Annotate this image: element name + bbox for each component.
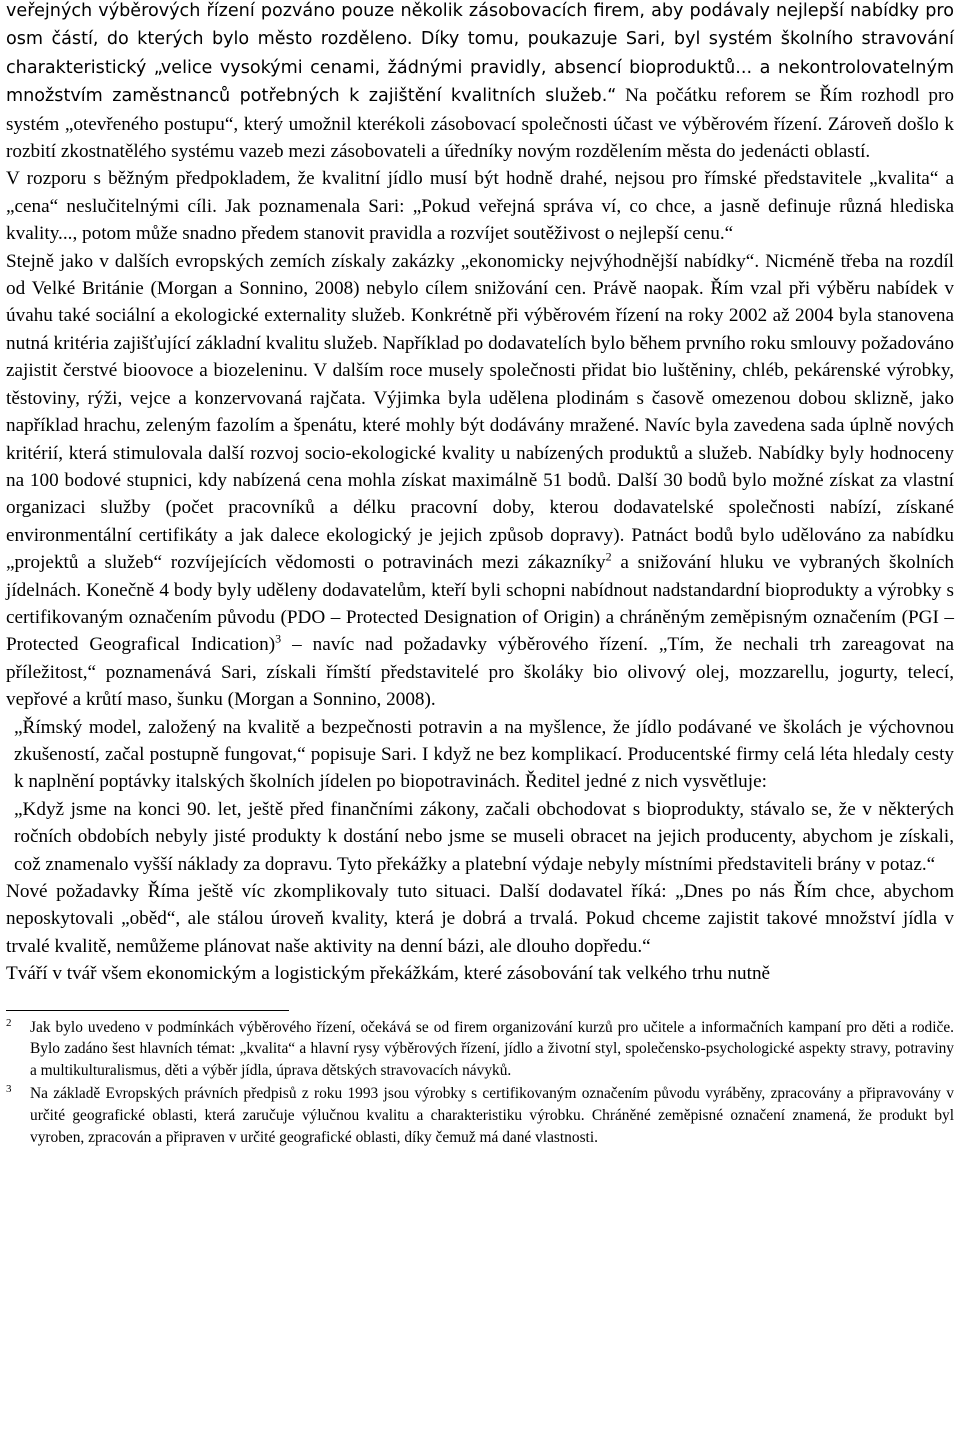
paragraph-closing-text: Tváří v tvář všem ekonomickým a logistickým překážkám, které zásobování tak velkého trhu nutně xyxy=(6,963,771,985)
footnote-divider xyxy=(6,1010,289,1011)
paragraph-new-requirements xyxy=(6,878,954,960)
document-page xyxy=(6,0,954,1150)
footnote-3-number: 3 xyxy=(6,1083,12,1096)
paragraph-criteria-text-b: a snižování hluku ve vybraných školních jídelnách. Konečně 4 body byly uděleny dodavatelům, kteří byli schopni nabídnout nadstandardní bioprodukty a výrobky s certifikovaným označením původu (PDO – Protected Designation of Origin) a chráněným zeměpisným označením (PGI – Protected Geografical Indication) xyxy=(6,552,955,656)
paragraph-director-quote-text: „Když jsme na konci 90. let, ještě před finančními zákony, začali obchodovat s bioprodukty, stávalo se, že v některých ročních obdobích nebyly jisté produkty k dostání nebo jsme se museli obracet na jejich producenty, abychom je získali, což znamenalo vyšší náklady za dopravu. Tyto překážky a platební výdaje nebyly místními představiteli brány v potaz.“ xyxy=(14,798,954,875)
paragraph-roman-model-text: „Římský model, založený na kvalitě a bezpečnosti potravin a na myšlence, že jídlo podávané ve školách je výchovnou zkušeností, začal postupně fungovat,“ popisuje Sari. I když ne bez komplikací. Producentské firmy celá léta hledaly cesty k naplnění poptávky italských školních jídelen po biopotravinách. Ředitel jedné z nich vysvětluje: xyxy=(14,716,954,793)
footnote-3-text: Na základě Evropských právních předpisů z roku 1993 jsou výrobky s certifikovaným označením původu vyráběny, zpracovány a připravovány v určité geografické oblasti, která zaručuje výlučnou kvalitu a charakteristiku výrobku. Chráněné zeměpisné označení znamená, že produkt byl vyroben, zpracován a připraven v určité geografické oblasti, díky čemuž má dané vlastnosti. xyxy=(30,1085,954,1146)
paragraph-roman-model xyxy=(6,714,954,796)
paragraph-criteria xyxy=(6,248,954,714)
footnote-3 xyxy=(6,1083,954,1148)
paragraph-criteria-text-a: Stejně jako v dalších evropských zemích získaly zakázky „ekonomicky nejvýhodnější nabídky“. Nicméně třeba na rozdíl od Velké Británie (Morgan a Sonnino, 2008) nebylo cílem snižování cen. Právě naopak. Řím vzal při výběru nabídek v úvahu také sociální a ekologické externality služeb. Konkrétně při výběrovém řízení na roky 2002 až 2004 byla stanovena nutná kritéria zajišťující základní kvalitu služeb. Například po dodavatelích bylo během prvního roku smlouvy požadováno zajistit čerstvé bioovoce a biozeleninu. V dalším roce musely společnosti přidat bio luštěniny, chléb, pekárenské výrobky, těstoviny, rýži, vejce a konzervovaná rajčata. Výjimka byla udělena plodinám s časově omezenou dobou sklizně, jako například hrachu, zeleným fazolím a špenátu, které mohly být dodávány mražené. Navíc byla zavedena sada úplně nových kritérií, která stimulovala další rozvoj socio-ekologické kvality u nabízených produktů a služeb. Nabídky byly hodnoceny na 100 bodové stupnici, kdy nabízená cena mohla získat maximálně 51 bodů. Další 30 bodů bylo možné získat za vlastní organizaci služby (počet pracovníků a délku pracovní doby, kterou dodavatelské společnosti nabízí, získané environmentální certifikáty a jak dalece ekologický je jejich způsob dopravy). Patnáct bodů bylo udělováno za nabídku „projektů a služeb“ rozvíjejících vědomosti o potravinách mezi zákazníky xyxy=(6,250,954,574)
paragraph-director-quote xyxy=(6,796,954,878)
paragraph-quality-price-text-a: V rozporu s běžným předpokladem, že kvalitní jídlo musí být hodně drahé, nejsou pro římské představitele „kvalita“ a „cena“ neslučitelnými cíli. Jak poznamenala Sari: „Pokud veřejná správa ví, co chce, a jasně definuje různá hlediska kvality xyxy=(6,168,954,245)
footnote-2 xyxy=(6,1017,954,1082)
paragraph-new-requirements-text: Nové požadavky Říma ještě víc zkomplikovaly tuto situaci. Další dodavatel říká: „Dnes po nás Řím chce, abychom neposkytovali „oběd“, ale stálou úroveň kvality, která je dobrá a trvalá. Pokud chceme zajistit takové množství jídla v trvalé kvalitě, nemůžeme plánovat naše aktivity na denní bázi, ale dlouho dopředu.“ xyxy=(6,881,954,957)
paragraph-quality-price xyxy=(6,165,954,247)
footnote-2-text: Jak bylo uvedeno v podmínkách výběrového řízení, očekává se od firem organizování kurzů pro učitele a informačních kampaní pro děti a rodiče. Bylo zadáno šest hlavních témat: „kvalita“ a hlavní rysy výběrových řízení, jídlo a životní styl, společensko-psychologické aspekty stravy, potraviny a multikulturalismus, děti a výběr jídla, úprava dětských stravovacích návyků. xyxy=(30,1018,954,1079)
paragraph-tendering xyxy=(6,0,954,165)
footnote-2-number: 2 xyxy=(6,1016,12,1029)
paragraph-quality-price-text-b: ..., potom může snadno předem stanovit pravidla a rozvíjet soutěživost o nejlepší cenu.“ xyxy=(58,223,734,245)
paragraph-criteria-text-c: – navíc nad požadavky výběrového řízení. „Tím, že nechali trh zareagovat na příležitost,“ poznamenává Sari, získali římští představitelé pro školáky bio olivový olej, mozzarellu, jogurty, telecí, vepřové a krůtí maso, šunku (Morgan a Sonnino, 2008). xyxy=(6,634,954,711)
paragraph-tendering-text-b: Na počátku reforem se Řím rozhodl pro systém „otevřeného postupu“, který umožnil kterékoli zásobovací společnosti účast ve výběrovém řízení. Zároveň došlo k rozbití zkostnatělého systému vazeb mezi zásobovateli a úředníky novým rozdělením města do jedenácti oblastí. xyxy=(6,85,954,163)
paragraph-closing xyxy=(6,960,954,987)
footnote-ref-3: 3 xyxy=(275,631,282,646)
footnote-ref-2: 2 xyxy=(605,549,612,564)
paragraph-tendering-text-a: veřejných výběrových řízení pozváno pouze několik zásobovacích firem, aby podávaly nejlepší nabídky pro osm částí, do kterých bylo město rozděleno. Díky tomu, poukazuje Sari, byl systém školního stravování charakteristický „velice vysokými cenami, žádnými pravidly, absencí bioproduktů... a nekontrolovatelným množstvím zaměstnanců potřebných k zajištění kvalitních služeb.“ xyxy=(6,1,954,107)
